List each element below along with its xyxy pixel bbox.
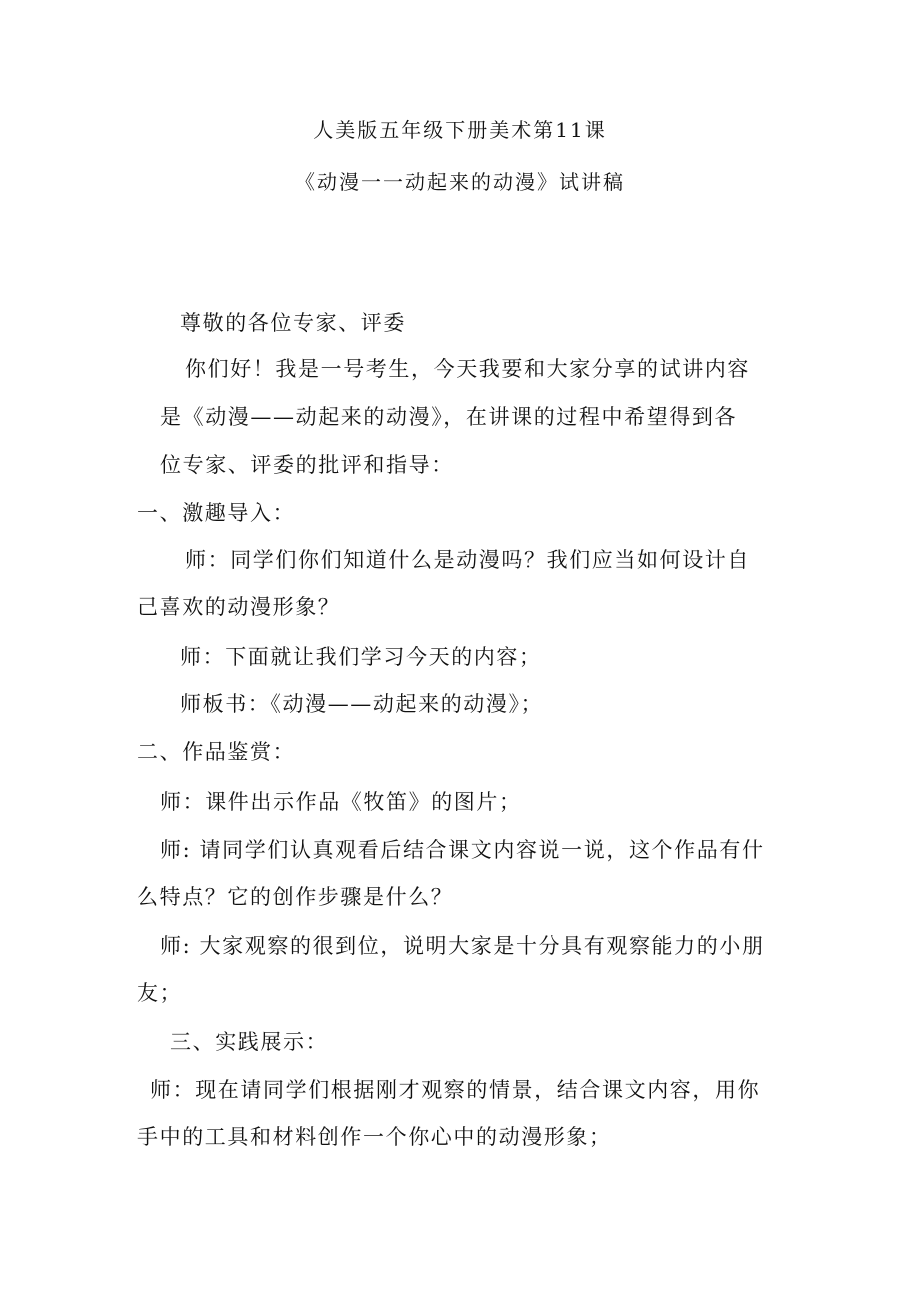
section2-line-5: 友； xyxy=(137,981,183,1005)
section1-line-1: 师：同学们你们知道什么是动漫吗？我们应当如何设计自 xyxy=(185,548,750,572)
section-heading-1: 一、激趣导入： xyxy=(137,501,296,525)
section-heading-3: 三、实践展示： xyxy=(170,1030,329,1054)
section2-line-3: 么特点？它的创作步骤是什么？ xyxy=(137,885,454,909)
section1-line-2: 己喜欢的动漫形象？ xyxy=(137,595,341,619)
intro-line-3: 位专家、评委的批评和指导： xyxy=(160,453,454,477)
section2-line-4: 师: 大家观察的很到位，说明大家是十分具有观察能力的小朋 xyxy=(160,934,765,958)
document-title-line2: 《动漫一一动起来的动漫》试讲稿 xyxy=(295,170,625,194)
section2-line-2: 师: 请同学们认真观看后结合课文内容说一说，这个作品有什 xyxy=(160,838,765,862)
section2-line-1: 师：课件出示作品《牧笛》的图片； xyxy=(160,790,522,814)
section-heading-2: 二、作品鉴赏： xyxy=(137,740,296,764)
intro-line-1: 你们好！我是一号考生，今天我要和大家分享的试讲内容 xyxy=(185,357,750,381)
section1-line-3: 师：下面就让我们学习今天的内容； xyxy=(180,645,542,669)
section3-line-2: 手中的工具和材料创作一个你心中的动漫形象； xyxy=(137,1125,612,1149)
section1-line-4: 师板书：《动漫——动起来的动漫》； xyxy=(180,692,544,716)
document-title-line1: 人美版五年级下册美术第11课 xyxy=(313,118,607,142)
section3-line-1: 师：现在请同学们根据刚才观察的情景，结合课文内容，用你 xyxy=(150,1078,761,1102)
greeting-line: 尊敬的各位专家、评委 xyxy=(180,311,406,335)
intro-line-2: 是《动漫——动起来的动漫》，在讲课的过程中希望得到各 xyxy=(160,405,738,429)
